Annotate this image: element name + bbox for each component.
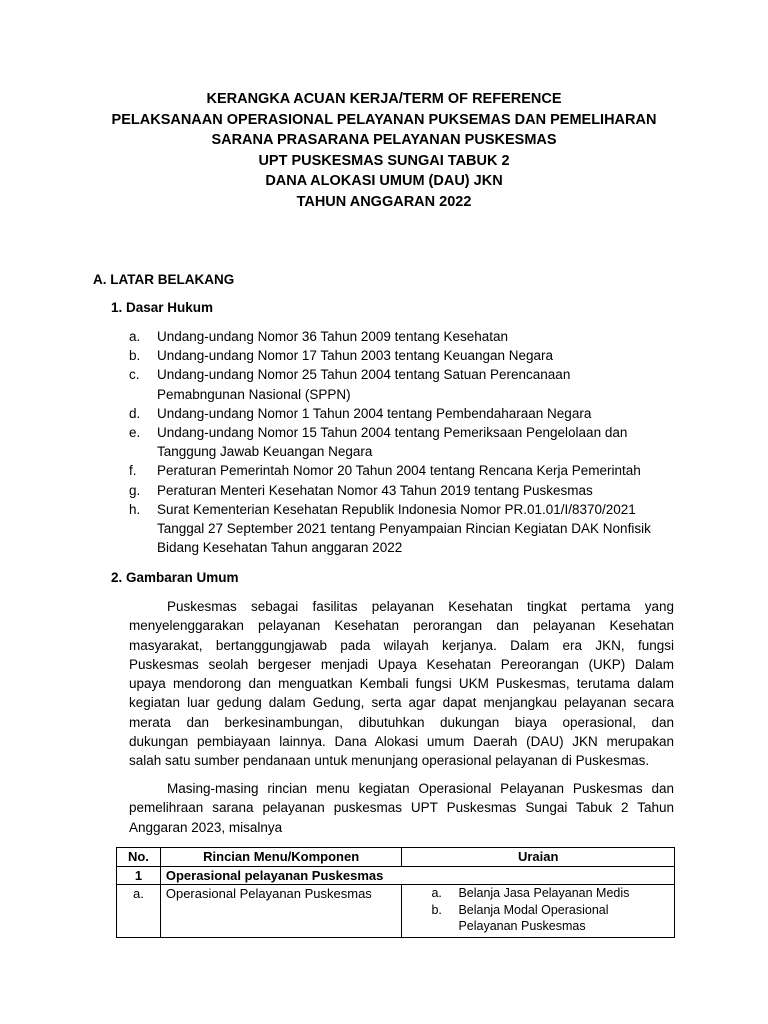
- list-letter: f.: [129, 463, 137, 479]
- list-item-text: Pemabngunan Nasional (SPPN): [157, 386, 351, 402]
- paragraph-line: Masing-masing rincian menu kegiatan Operasional Pelayanan Puskesmas dan: [167, 781, 674, 796]
- title-line: KERANGKA ACUAN KERJA/TERM OF REFERENCE: [206, 91, 562, 107]
- table-group-row: [117, 867, 675, 885]
- title-line: TAHUN ANGGARAN 2022: [296, 193, 472, 210]
- table-row: [117, 885, 675, 938]
- list-letter: d.: [129, 405, 141, 421]
- title-line: UPT PUSKESMAS SUNGAI TABUK 2: [258, 152, 510, 169]
- title-line: SARANA PRASARANA PELAYANAN PUSKESMAS: [211, 132, 557, 148]
- list-item: [129, 500, 689, 558]
- document-title: [0, 89, 768, 212]
- group-no: 1: [117, 867, 161, 885]
- list-item-text: Peraturan Menteri Kesehatan Nomor 43 Tahun 2019 tentang Puskesmas: [157, 482, 593, 498]
- paragraph-line: masyarakat, bertanggungjawab pada wilayah kerjanya. Dalam era JKN, fungsi: [129, 637, 674, 653]
- list-item: [407, 885, 669, 902]
- paragraph-line: upaya mendorong dan menguatkan Kembali fungsi UKM Puskesmas, terutama dalam: [129, 676, 674, 692]
- paragraph-line: dukungan pembiayaan lainnya. Dana Alokasi umum Daerah (DAU) JKN merupakan: [129, 734, 674, 750]
- paragraph-line: Anggaran 2023, misalnya: [129, 819, 283, 835]
- uraian-list: [407, 885, 669, 937]
- paragraph-rincian-menu: [129, 779, 674, 837]
- list-item: [129, 365, 689, 403]
- list-item: [407, 902, 669, 935]
- list-item-text: Belanja Jasa Pelayanan Medis: [458, 886, 630, 900]
- list-item: [129, 461, 689, 480]
- list-item-text: Undang-undang Nomor 25 Tahun 2004 tentang Satuan Perencanaan: [157, 367, 571, 383]
- list-item: [129, 327, 689, 346]
- list-item-text: Peraturan Pemerintah Nomor 20 Tahun 2004 tentang Rencana Kerja Pemerintah: [157, 463, 641, 479]
- paragraph-line: pemelihraan sarana pelayanan puskesmas UPT Puskesmas Sungai Tabuk 2 Tahun: [129, 800, 674, 816]
- list-item-text: Undang-undang Nomor 15 Tahun 2004 tentang Pemeriksaan Pengelolaan dan: [157, 425, 628, 441]
- subheading-gambaran-umum: 2. Gambaran Umum: [111, 570, 239, 585]
- paragraph-line: kegiatan luar gedung dalam Gedung, serta agar dapat menjangkau pelayanan secara: [129, 695, 674, 711]
- paragraph-line: Puskesmas seolah bergeser menjadi Upaya Kesehatan Pereorangan (UKP) Dalam: [129, 656, 674, 672]
- list-letter: c.: [129, 367, 140, 383]
- list-item-text: Undang-undang Nomor 36 Tahun 2009 tentang Kesehatan: [157, 329, 509, 344]
- row-no: a.: [117, 885, 161, 938]
- group-label: Operasional pelayanan Puskesmas: [160, 867, 674, 885]
- list-item-text: Belanja Modal Operasional: [458, 902, 609, 917]
- paragraph-line: menyelenggarakan pelayanan Kesehatan perorangan dan pelayanan Kesehatan: [129, 618, 674, 634]
- list-letter: a.: [431, 886, 442, 900]
- rincian-menu-table: [116, 847, 675, 938]
- list-item: [129, 346, 689, 365]
- list-item: [129, 423, 689, 461]
- list-item-text: Undang-undang Nomor 1 Tahun 2004 tentang Pembendaharaan Negara: [157, 405, 592, 421]
- list-item: [129, 481, 689, 500]
- header-no: No.: [117, 848, 161, 867]
- list-item-text: Tanggung Jawab Keuangan Negara: [157, 444, 373, 460]
- list-letter: b.: [431, 902, 442, 917]
- paragraph-gambaran-umum: [129, 597, 674, 771]
- list-letter: h.: [129, 501, 141, 517]
- list-item-text: Tanggal 27 September 2021 tentang Penyampaian Rincian Kegiatan DAK Nonfisik: [157, 521, 651, 537]
- list-letter: b.: [129, 348, 141, 364]
- list-letter: e.: [129, 425, 141, 441]
- row-uraian: [402, 885, 675, 938]
- title-line: DANA ALOKASI UMUM (DAU) JKN: [265, 173, 503, 189]
- section-heading-latar-belakang: A. LATAR BELAKANG: [93, 272, 235, 287]
- header-rincian-menu: Rincian Menu/Komponen: [160, 848, 402, 867]
- row-menu: Operasional Pelayanan Puskesmas: [160, 885, 402, 938]
- paragraph-line: salah satu sumber pendanaan untuk menunjang operasional pelayanan di Puskesmas.: [129, 753, 650, 769]
- list-item-text: Pelayanan Puskesmas: [458, 919, 586, 933]
- paragraph-line: Puskesmas sebagai fasilitas pelayanan Kesehatan tingkat pertama yang: [167, 599, 674, 614]
- title-line: PELAKSANAAN OPERASIONAL PELAYANAN PUKSEMAS DAN PEMELIHARAN: [111, 111, 657, 128]
- header-uraian: Uraian: [402, 848, 675, 867]
- list-item: [129, 404, 689, 423]
- list-letter: g.: [129, 482, 141, 498]
- list-item-text: Undang-undang Nomor 17 Tahun 2003 tentang Keuangan Negara: [157, 348, 554, 364]
- table-header-row: [117, 848, 675, 867]
- paragraph-line: merata dan berkesinambungan, dibutuhkan dukungan biaya operasional, dan: [129, 714, 674, 730]
- subheading-dasar-hukum: 1. Dasar Hukum: [111, 300, 214, 315]
- list-item-text: Bidang Kesehatan Tahun anggaran 2022: [157, 540, 403, 556]
- dasar-hukum-list: [129, 327, 689, 557]
- list-letter: a.: [129, 329, 141, 344]
- list-item-text: Surat Kementerian Kesehatan Republik Indonesia Nomor PR.01.01/I/8370/2021: [157, 501, 636, 517]
